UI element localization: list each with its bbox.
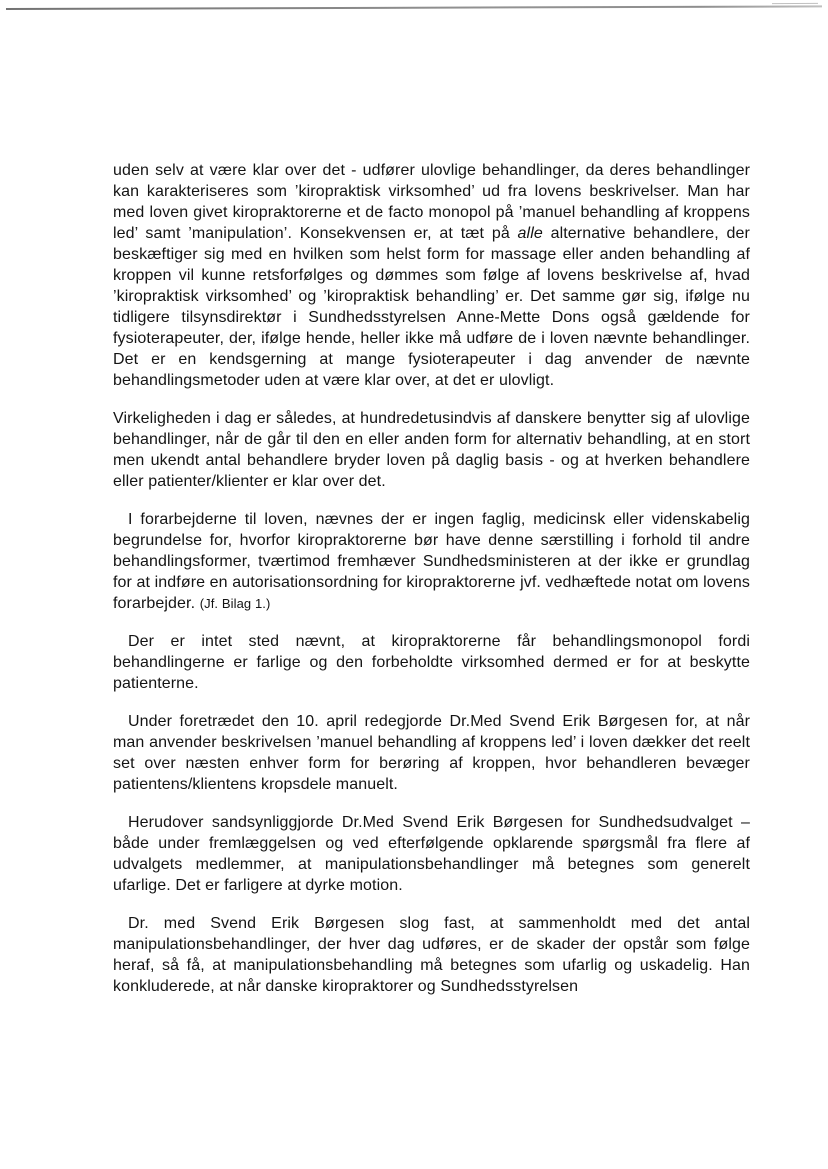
- paragraph: [113, 160, 750, 391]
- paragraph: [113, 711, 750, 795]
- paragraph: [113, 812, 750, 896]
- text-segment: Der er intet sted nævnt, at kiropraktorerne får behandlingsmonopol fordi behandlingerne er farlige og den forbeholdte virksomhed dermed er for at beskytte patienterne.: [113, 633, 750, 692]
- paragraph: [113, 509, 750, 614]
- text-segment: alle: [517, 225, 543, 242]
- text-segment: Herudover sandsynliggjorde Dr.Med Svend Erik Børgesen for Sundhedsudvalget – både under fremlæggelsen og ved efterfølgende opklarende spørgsmål fra flere af udvalgets medlemmer, at manipulationsbehandlinger må betegnes som generelt ufarlige. Det er farligere at dyrke motion.: [113, 814, 750, 894]
- paragraph: [113, 913, 750, 997]
- text-segment: Virkeligheden i dag er således, at hundredetusindvis af danskere benytter sig af ulovlige behandlinger, når de går til den en eller anden form for alternativ behandling, at en stort men ukendt antal behandlere bryder loven på daglig basis - og at hverken behandlere eller patienter/klienter er klar over det.: [113, 410, 750, 490]
- text-segment: Dr. med Svend Erik Børgesen slog fast, at sammenholdt med det antal manipulationsbehandlinger, der hver dag udføres, er de skader der opstår som følge heraf, så få, at manipulationsbehandling må betegnes som ufarlig og uskadelig. Han konkluderede, at når danske kiropraktorer og Sundhedsstyrelsen: [113, 915, 750, 995]
- paragraph: [113, 408, 750, 492]
- text-segment: uden selv at være klar over det - udfører ulovlige behandlinger, da deres behandlinger kan karakteriseres som ’kiropraktisk virksomhed’ ud fra lovens beskrivelser. Man har med loven givet kiropraktorerne et de facto monopol på ’manuel behandling af kroppens led’ samt ’manipulation’. Konsekvensen er, at tæt på: [113, 162, 750, 242]
- text-segment: alternative behandlere, der beskæftiger sig med en hvilken som helst form for massage eller anden behandling af kroppen vil kunne retsforfølges og dømmes som følge af lovens beskrivelse af, hvad ’kiropraktisk virksomhed’ og ’kiropraktisk behandling’ er. Det samme gør sig, ifølge nu tidligere tilsynsdirektør i Sundhedsstyrelsen Anne-Mette Dons også gældende for fysioterapeuter, der, ifølge hende, heller ikke må udføre de i loven nævnte behandlinger. Det er en kendsgerning at mange fysioterapeuter i dag anvender de nævnte behandlingsmetoder uden at være klar over, at det er ulovligt.: [113, 225, 750, 389]
- text-segment: (Jf. Bilag 1.): [199, 596, 271, 611]
- scan-artifact-line: [6, 5, 822, 10]
- text-segment: Under foretrædet den 10. april redegjorde Dr.Med Svend Erik Børgesen for, at når man anvender beskrivelsen ’manuel behandling af kroppens led’ i loven dækker det reelt set over næsten enhver form for berøring af kroppen, hvor behandleren bevæger patientens/klientens kropsdele manuelt.: [113, 713, 750, 793]
- scan-artifact-speck: [772, 3, 818, 4]
- text-segment: I forarbejderne til loven, nævnes der er ingen faglig, medicinsk eller videnskabelig begrundelse for, hvorfor kiropraktorerne bør have denne særstilling i forhold til andre behandlingsformer, tværtimod fremhæver Sundhedsministeren at der ikke er grundlag for at indføre en autorisationsordning for kiropraktorerne jvf. vedhæftede notat om lovens forarbejder.: [113, 511, 750, 612]
- document-body-text: [113, 160, 750, 1014]
- paragraph: [113, 631, 750, 694]
